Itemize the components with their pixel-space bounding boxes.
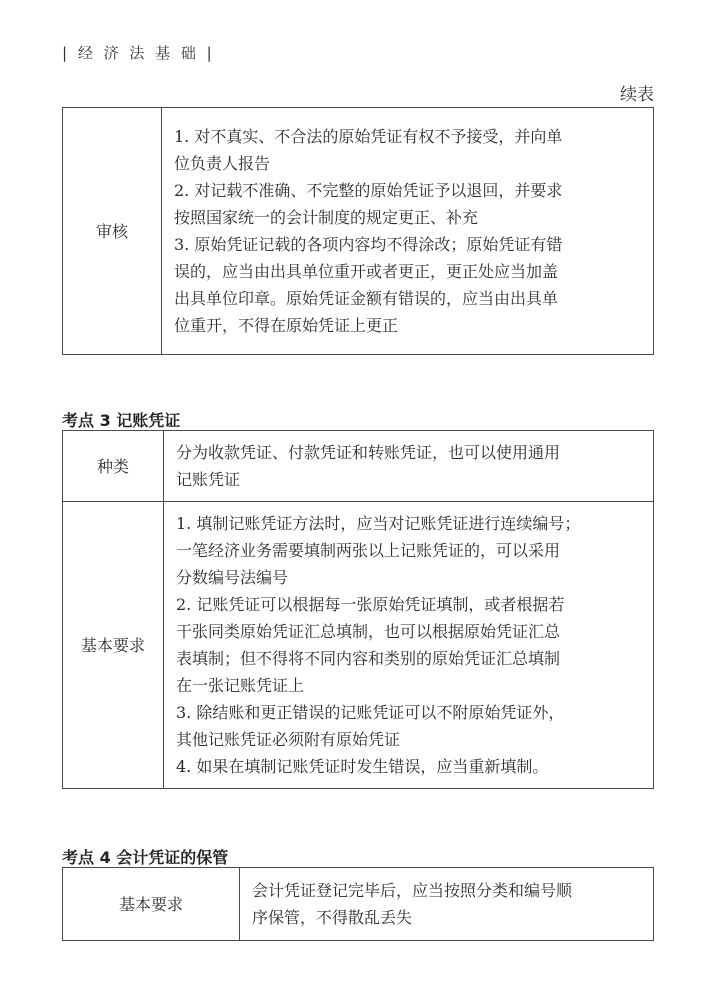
storage-table: [62, 867, 654, 941]
content-line: 其他记账凭证必须附有原始凭证: [176, 730, 401, 749]
content-line: 出具单位印章。原始凭证金额有错误的，应当由出具单: [174, 289, 559, 308]
content-line: 4. 如果在填制记账凭证时发生错误，应当重新填制。: [176, 757, 549, 776]
table-row: [63, 502, 654, 789]
content-line: 2. 记账凭证可以根据每一张原始凭证填制，或者根据若: [176, 595, 565, 614]
row-label: 种类: [63, 431, 164, 502]
content-line: 位负责人报告: [174, 154, 271, 173]
content-line: 位重开，不得在原始凭证上更正: [174, 316, 399, 335]
table-row: [63, 868, 654, 941]
content-line: 序保管，不得散乱丢失: [252, 908, 413, 927]
row-label: 基本要求: [63, 868, 240, 941]
content-line: 1. 填制记账凭证方法时，应当对记账凭证进行连续编号；: [176, 514, 581, 533]
content-line: 分为收款凭证、付款凭证和转账凭证，也可以使用通用: [176, 443, 561, 462]
running-header: | 经 济 法 基 础 |: [62, 44, 215, 62]
content-line: 记账凭证: [176, 470, 241, 489]
section-heading: 考点 4 会计凭证的保管: [62, 848, 229, 867]
content-line: 在一张记账凭证上: [176, 676, 305, 695]
section-heading: 考点 3 记账凭证: [62, 411, 181, 430]
audit-table: [62, 107, 654, 355]
content-line: 3. 原始凭证记载的各项内容均不得涂改；原始凭证有错: [174, 235, 563, 254]
continued-label: 续表: [620, 85, 654, 105]
content-line: 会计凭证登记完毕后，应当按照分类和编号顺: [252, 881, 573, 900]
content-line: 3. 除结账和更正错误的记账凭证可以不附原始凭证外，: [176, 703, 565, 722]
row-content: [164, 431, 654, 502]
content-line: 误的，应当由出具单位重开或者更正，更正处应当加盖: [174, 262, 559, 281]
table-row: [63, 108, 654, 355]
row-label: 基本要求: [63, 502, 164, 789]
content-line: 干张同类原始凭证汇总填制，也可以根据原始凭证汇总: [176, 622, 561, 641]
row-label: 审核: [63, 108, 162, 355]
content-line: 表填制；但不得将不同内容和类别的原始凭证汇总填制: [176, 649, 561, 668]
content-line: 按照国家统一的会计制度的规定更正、补充: [174, 208, 479, 227]
content-line: 2. 对记载不准确、不完整的原始凭证予以退回，并要求: [174, 181, 563, 200]
content-line: 分数编号法编号: [176, 568, 289, 587]
row-content: [162, 108, 654, 355]
voucher-table: [62, 430, 654, 789]
row-content: [240, 868, 654, 941]
table-row: [63, 431, 654, 502]
content-line: 一笔经济业务需要填制两张以上记账凭证的，可以采用: [176, 541, 561, 560]
row-content: [164, 502, 654, 789]
content-line: 1. 对不真实、不合法的原始凭证有权不予接受，并向单: [174, 127, 563, 146]
